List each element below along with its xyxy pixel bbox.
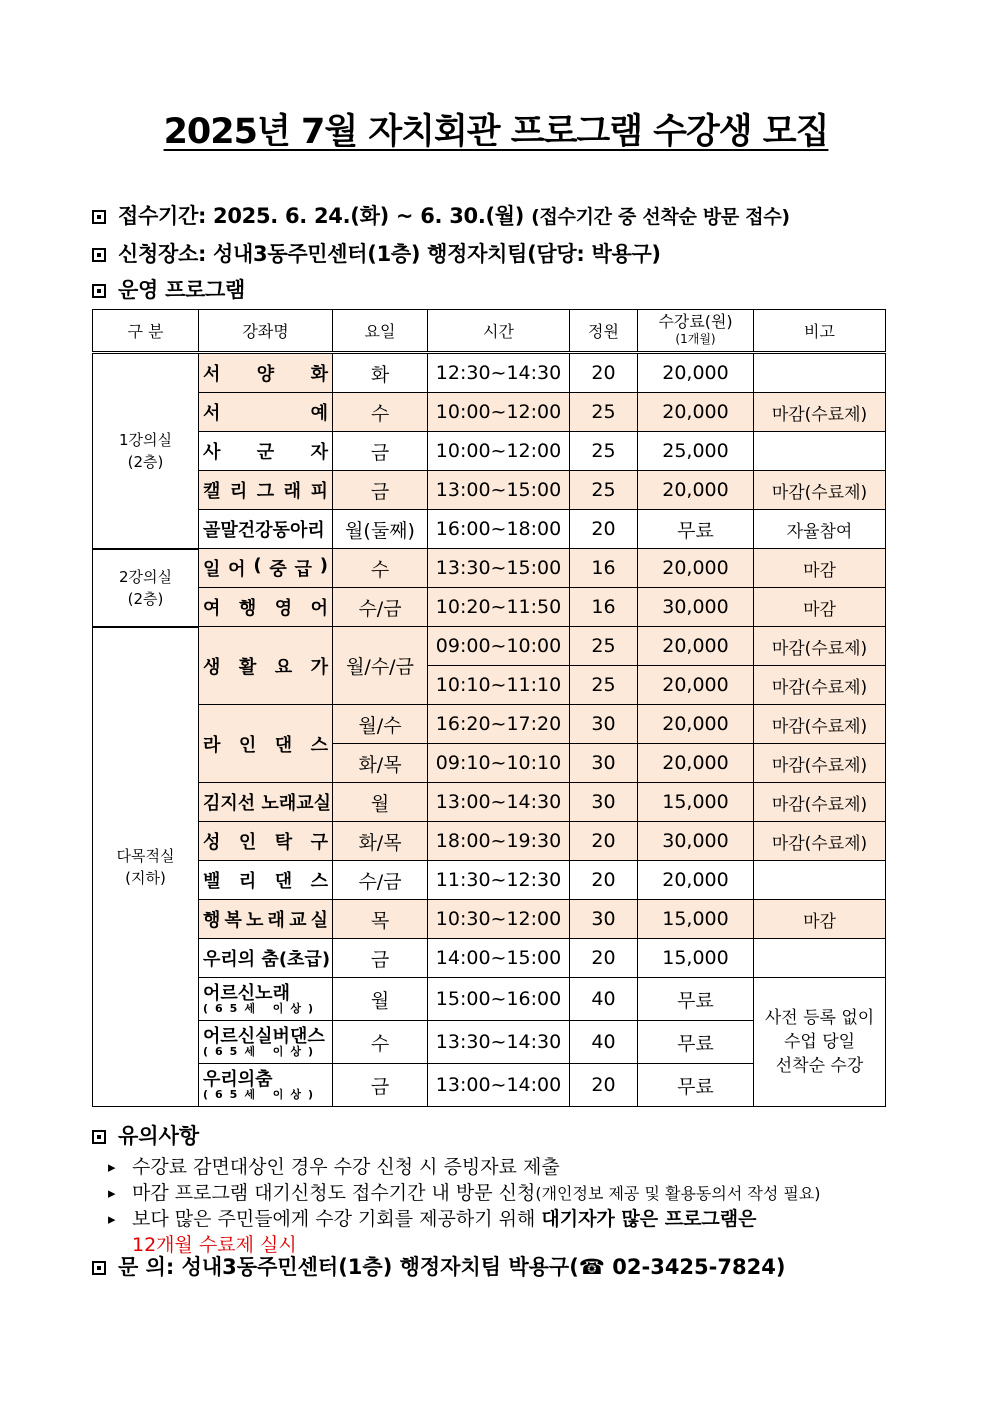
- course-day: 월/수/금: [333, 627, 428, 705]
- course-fee: 무료: [638, 1021, 754, 1064]
- header-capacity: 정원: [570, 310, 638, 353]
- course-capacity: 30: [570, 900, 638, 939]
- notice-heading: 유의사항: [92, 1120, 821, 1150]
- course-note: 마감(수료제): [754, 627, 886, 666]
- course-name: 우리의춤 (65세 이상): [199, 1064, 333, 1107]
- course-day: 금: [333, 1064, 428, 1107]
- course-note: 마감(수료제): [754, 393, 886, 432]
- course-day: 화/목: [333, 822, 428, 861]
- course-capacity: 25: [570, 627, 638, 666]
- course-note: 마감(수료제): [754, 822, 886, 861]
- course-capacity: 20: [570, 1064, 638, 1107]
- course-fee: 무료: [638, 510, 754, 549]
- course-time: 11:30~12:30: [428, 861, 570, 900]
- course-fee: 20,000: [638, 549, 754, 588]
- header-course: 강좌명: [199, 310, 333, 353]
- course-time: 09:10~10:10: [428, 744, 570, 783]
- room-3: 다목적실 (지하): [93, 627, 199, 1107]
- course-capacity: 25: [570, 471, 638, 510]
- course-capacity: 25: [570, 393, 638, 432]
- programs-heading: 운영 프로그램: [92, 274, 245, 304]
- course-name: 성 인 탁 구: [199, 822, 333, 861]
- course-capacity: 20: [570, 939, 638, 978]
- course-time: 16:20~17:20: [428, 705, 570, 744]
- course-fee: 15,000: [638, 939, 754, 978]
- header-fee: 수강료(원) (1개월): [638, 310, 754, 353]
- course-fee: 20,000: [638, 627, 754, 666]
- header-note: 비고: [754, 310, 886, 353]
- course-note: 마감(수료제): [754, 705, 886, 744]
- course-name: 생 활 요 가: [199, 627, 333, 705]
- course-day: 수: [333, 1021, 428, 1064]
- table-row: [93, 353, 886, 393]
- course-note: [754, 861, 886, 900]
- table-row: [93, 939, 886, 978]
- course-fee: 15,000: [638, 783, 754, 822]
- course-name: 어르신노래 (65세 이상): [199, 978, 333, 1021]
- table-row: [93, 978, 886, 1021]
- table-row: [93, 432, 886, 471]
- course-name: 우리의 춤(초급): [199, 939, 333, 978]
- course-name: 서 예: [199, 393, 333, 432]
- course-note: 마감: [754, 588, 886, 627]
- course-day: 수: [333, 393, 428, 432]
- application-period: 접수기간: 2025. 6. 24.(화) ~ 6. 30.(월) (접수기간 중 선착순 방문 접수): [92, 200, 790, 230]
- checkbox-square-icon: [92, 1130, 106, 1144]
- course-capacity: 40: [570, 978, 638, 1021]
- course-note: [754, 432, 886, 471]
- course-time: 13:00~14:30: [428, 783, 570, 822]
- table-row: [93, 549, 886, 588]
- course-capacity: 30: [570, 783, 638, 822]
- checkbox-square-icon: [92, 284, 106, 298]
- course-time: 10:00~12:00: [428, 432, 570, 471]
- page-title: 2025년 7월 자치회관 프로그램 수강생 모집: [163, 112, 829, 152]
- course-name: 행 복 노 래 교 실: [199, 900, 333, 939]
- header-time: 시간: [428, 310, 570, 353]
- course-name: 김지선 노래교실: [199, 783, 333, 822]
- course-fee: 무료: [638, 1064, 754, 1107]
- notice-item: ▸ 수강료 감면대상인 경우 수강 신청 시 증빙자료 제출: [92, 1154, 821, 1180]
- course-capacity: 16: [570, 549, 638, 588]
- course-day: 목: [333, 900, 428, 939]
- notices: [92, 1120, 821, 1258]
- course-fee: 20,000: [638, 471, 754, 510]
- checkbox-square-icon: [92, 1261, 106, 1275]
- table-header: [93, 310, 886, 353]
- course-name: 어르신실버댄스 (65세 이상): [199, 1021, 333, 1064]
- senior-note: 사전 등록 없이 수업 당일 선착순 수강: [754, 978, 886, 1107]
- course-name: 라 인 댄 스: [199, 705, 333, 783]
- course-day: 월(둘째): [333, 510, 428, 549]
- course-fee: 20,000: [638, 705, 754, 744]
- course-fee: 30,000: [638, 588, 754, 627]
- table-row: [93, 393, 886, 432]
- header-category: 구 분: [93, 310, 199, 353]
- course-time: 15:00~16:00: [428, 978, 570, 1021]
- course-day: 수/금: [333, 861, 428, 900]
- course-fee: 20,000: [638, 666, 754, 705]
- course-time: 09:00~10:00: [428, 627, 570, 666]
- course-note: 마감(수료제): [754, 783, 886, 822]
- course-day: 화/목: [333, 744, 428, 783]
- course-capacity: 25: [570, 432, 638, 471]
- course-capacity: 25: [570, 666, 638, 705]
- course-time: 10:30~12:00: [428, 900, 570, 939]
- course-day: 월: [333, 783, 428, 822]
- course-capacity: 16: [570, 588, 638, 627]
- course-note: 마감(수료제): [754, 744, 886, 783]
- course-fee: 20,000: [638, 861, 754, 900]
- course-fee: 20,000: [638, 353, 754, 393]
- room-1: 1강의실 (2층): [93, 353, 199, 549]
- course-capacity: 20: [570, 353, 638, 393]
- course-time: 14:00~15:00: [428, 939, 570, 978]
- course-name: 서 양 화: [199, 353, 333, 393]
- course-capacity: 20: [570, 822, 638, 861]
- course-fee: 20,000: [638, 744, 754, 783]
- course-note: 마감(수료제): [754, 666, 886, 705]
- course-name: 캘 리 그 래 피: [199, 471, 333, 510]
- header-day: 요일: [333, 310, 428, 353]
- course-note: 마감(수료제): [754, 471, 886, 510]
- course-name: 여 행 영 어: [199, 588, 333, 627]
- course-capacity: 20: [570, 510, 638, 549]
- table-row: [93, 861, 886, 900]
- table-row: [93, 705, 886, 744]
- course-name: 일 어 ( 중 급 ): [199, 549, 333, 588]
- course-name: 사 군 자: [199, 432, 333, 471]
- course-capacity: 40: [570, 1021, 638, 1064]
- course-fee: 15,000: [638, 900, 754, 939]
- course-time: 13:30~14:30: [428, 1021, 570, 1064]
- table-row: [93, 588, 886, 627]
- course-day: 화: [333, 353, 428, 393]
- course-note: 자율참여: [754, 510, 886, 549]
- course-note: 마감: [754, 900, 886, 939]
- course-name: 골말건강동아리: [199, 510, 333, 549]
- course-time: 16:00~18:00: [428, 510, 570, 549]
- course-time: 13:30~15:00: [428, 549, 570, 588]
- course-day: 수: [333, 549, 428, 588]
- course-time: 10:00~12:00: [428, 393, 570, 432]
- application-place: 신청장소: 성내3동주민센터(1층) 행정자치팀(담당: 박용구): [92, 238, 661, 268]
- course-capacity: 30: [570, 705, 638, 744]
- course-note: [754, 353, 886, 393]
- room-2: 2강의실 (2층): [93, 549, 199, 627]
- course-capacity: 30: [570, 744, 638, 783]
- notice-item: ▸ 보다 많은 주민들에게 수강 기회를 제공하기 위해 대기자가 많은 프로그램은: [92, 1206, 821, 1232]
- course-time: 12:30~14:30: [428, 353, 570, 393]
- course-fee: 25,000: [638, 432, 754, 471]
- course-time: 13:00~14:00: [428, 1064, 570, 1107]
- course-fee: 무료: [638, 978, 754, 1021]
- course-time: 10:20~11:50: [428, 588, 570, 627]
- table-row: [93, 510, 886, 549]
- course-time: 10:10~11:10: [428, 666, 570, 705]
- course-day: 금: [333, 471, 428, 510]
- table-row: [93, 822, 886, 861]
- course-day: 월/수: [333, 705, 428, 744]
- notice-item: ▸ 마감 프로그램 대기신청도 접수기간 내 방문 신청(개인정보 제공 및 활용동의서 작성 필요): [92, 1180, 821, 1206]
- course-day: 금: [333, 432, 428, 471]
- table-row: [93, 900, 886, 939]
- course-name: 밸 리 댄 스: [199, 861, 333, 900]
- contact-line: 문 의: 성내3동주민센터(1층) 행정자치팀 박용구(☎ 02-3425-7824): [92, 1251, 785, 1281]
- table-row: [93, 783, 886, 822]
- course-day: 수/금: [333, 588, 428, 627]
- table-row: [93, 471, 886, 510]
- checkbox-square-icon: [92, 210, 106, 224]
- course-capacity: 20: [570, 861, 638, 900]
- course-day: 월: [333, 978, 428, 1021]
- program-table: [92, 309, 886, 1107]
- table-row: [93, 627, 886, 666]
- course-time: 13:00~15:00: [428, 471, 570, 510]
- notice-highlight: 12개월 수료제 실시: [132, 1234, 297, 1256]
- course-fee: 20,000: [638, 393, 754, 432]
- course-time: 18:00~19:30: [428, 822, 570, 861]
- checkbox-square-icon: [92, 248, 106, 262]
- course-note: [754, 939, 886, 978]
- course-note: 마감: [754, 549, 886, 588]
- course-fee: 30,000: [638, 822, 754, 861]
- course-day: 금: [333, 939, 428, 978]
